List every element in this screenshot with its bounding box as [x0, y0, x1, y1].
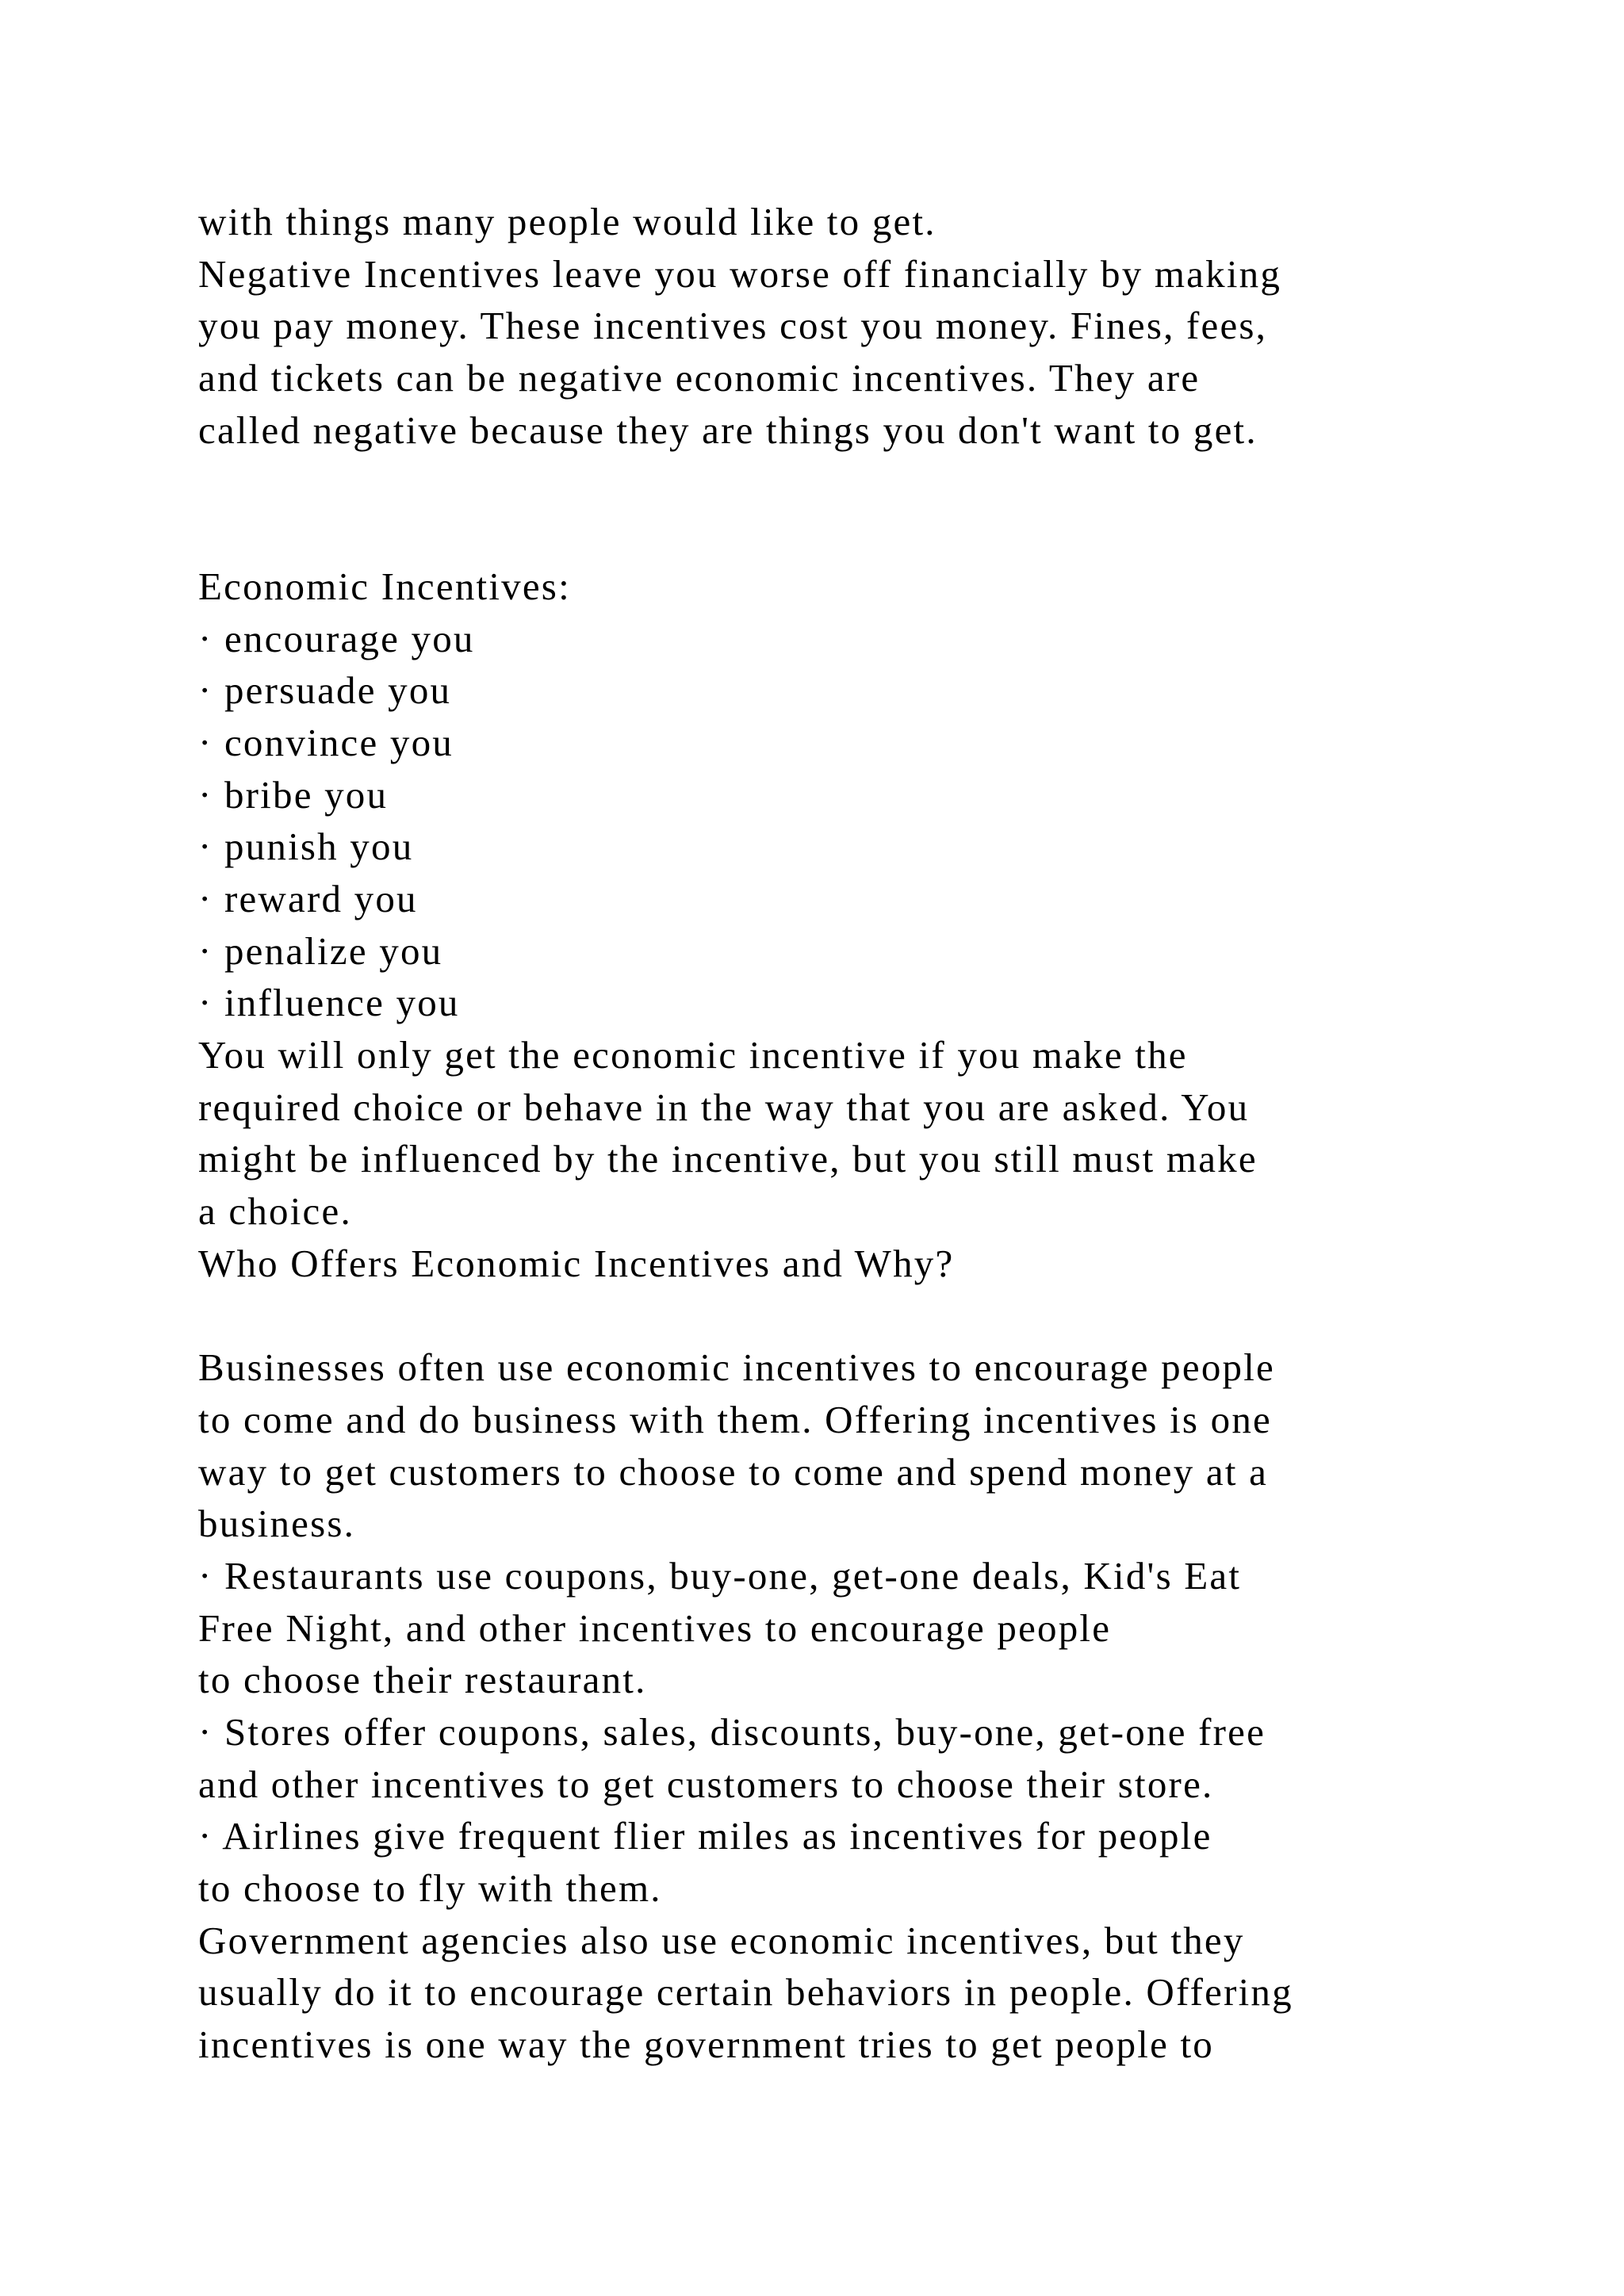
- text-line: you pay money. These incentives cost you money. Fines, fees,: [198, 304, 1268, 348]
- text-line: Government agencies also use economic incentives, but they: [198, 1918, 1245, 1962]
- text-line: Economic Incentives:: [198, 564, 571, 608]
- text-line: · penalize you: [198, 928, 443, 973]
- text-line: You will only get the economic incentive if you make the: [198, 1033, 1188, 1077]
- text-line: · encourage you: [198, 616, 475, 660]
- text-line: required choice or behave in the way that you are asked. You: [198, 1085, 1250, 1129]
- text-line: · reward you: [198, 876, 418, 920]
- text-line: might be influenced by the incentive, but you still must make: [198, 1137, 1258, 1181]
- text-line: · convince you: [198, 720, 454, 764]
- text-line: to choose to fly with them.: [198, 1866, 662, 1910]
- text-line: Negative Incentives leave you worse off financially by making: [198, 251, 1282, 296]
- text-line: to come and do business with them. Offering incentives is one: [198, 1397, 1272, 1441]
- text-line: · bribe you: [198, 772, 389, 817]
- text-line: called negative because they are things you don't want to get.: [198, 408, 1258, 452]
- text-line: Businesses often use economic incentives to encourage people: [198, 1345, 1275, 1390]
- text-line: business.: [198, 1502, 356, 1546]
- text-line: and tickets can be negative economic incentives. They are: [198, 356, 1201, 400]
- text-line: Free Night, and other incentives to encourage people: [198, 1605, 1112, 1650]
- text-line: Who Offers Economic Incentives and Why?: [198, 1241, 955, 1285]
- text-line: with things many people would like to get.: [198, 200, 936, 243]
- text-line: a choice.: [198, 1189, 352, 1234]
- blank-line: [198, 508, 1467, 561]
- document-body: [198, 196, 1467, 2071]
- text-line: · Airlines give frequent flier miles as incentives for people: [198, 1814, 1212, 1858]
- text-line: · influence you: [198, 981, 460, 1025]
- text-line: · Stores offer coupons, sales, discounts, buy-one, get-one free: [198, 1709, 1266, 1754]
- text-line: incentives is one way the government tries to get people to: [198, 2022, 1214, 2067]
- text-line: · Restaurants use coupons, buy-one, get-one deals, Kid's Eat: [198, 1553, 1242, 1598]
- text-line: · punish you: [198, 825, 414, 869]
- text-line: · persuade you: [198, 668, 452, 713]
- text-line: usually do it to encourage certain behaviors in people. Offering: [198, 1970, 1293, 2015]
- text-line: to choose their restaurant.: [198, 1658, 647, 1702]
- text-line: and other incentives to get customers to choose their store.: [198, 1762, 1214, 1806]
- blank-line: [198, 456, 1467, 508]
- blank-line: [198, 1289, 1467, 1341]
- text-line: way to get customers to choose to come and spend money at a: [198, 1449, 1269, 1494]
